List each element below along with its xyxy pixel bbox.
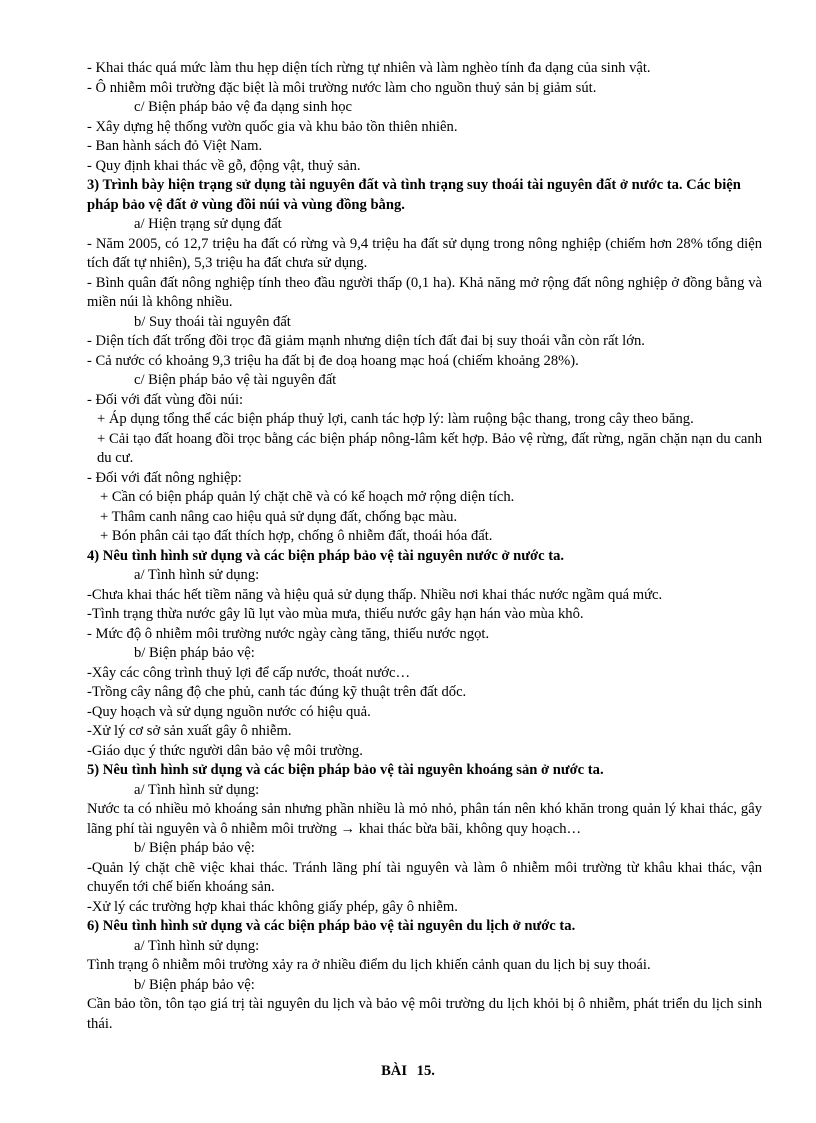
- subsection-heading: b/ Biện pháp bảo vệ:: [134, 645, 255, 661]
- text-line: -Chưa khai thác hết tiềm năng và hiệu quả sử dụng thấp. Nhiều nơi khai thác nước ngầm quá mức.: [87, 586, 663, 603]
- paragraph: Cần bảo tồn, tôn tạo giá trị tài nguyên du lịch và bảo vệ môi trường du lịch khỏi bị ô nhiễm, phát triển du lịch sinh thái.: [87, 996, 762, 1032]
- text-line: - Đối với đất vùng đồi núi:: [87, 391, 244, 408]
- text-line: Tình trạng ô nhiễm môi trường xảy ra ở nhiều điểm du lịch khiến cảnh quan du lịch bị suy thoái.: [87, 957, 651, 973]
- text-line: + Cần có biện pháp quản lý chặt chẽ và có kế hoạch mở rộng diện tích.: [100, 489, 515, 505]
- text-line: - Diện tích đất trống đồi trọc đã giảm mạnh nhưng diện tích đất đai bị suy thoái vẫn còn rất lớn.: [87, 333, 645, 349]
- subsection-heading: c/ Biện pháp bảo vệ tài nguyên đất: [134, 372, 337, 388]
- text-line: -Quy hoạch và sử dụng nguồn nước có hiệu quả.: [87, 703, 371, 720]
- text-line: -Tình trạng thừa nước gây lũ lụt vào mùa mưa, thiếu nước gây hạn hán vào mùa khô.: [87, 606, 584, 622]
- text-line: -Xử lý cơ sở sản xuất gây ô nhiễm.: [87, 723, 292, 739]
- text-line: + Bón phân cải tạo đất thích hợp, chống ô nhiễm đất, thoái hóa đất.: [100, 528, 493, 544]
- subsection-heading: a/ Tình hình sử dụng:: [134, 567, 260, 583]
- subsection-heading: b/ Biện pháp bảo vệ:: [134, 976, 255, 993]
- subsection-heading: a/ Hiện trạng sử dụng đất: [134, 216, 282, 232]
- text-line: - Xây dựng hệ thống vườn quốc gia và khu bảo tồn thiên nhiên.: [87, 118, 458, 135]
- text-line: -Xử lý các trường hợp khai thác không giấy phép, gây ô nhiễm.: [87, 898, 458, 915]
- paragraph: -Quản lý chặt chẽ việc khai thác. Tránh lãng phí tài nguyên và làm ô nhiễm môi trường từ khâu khai thác, vận chuyển tới chế biến khoáng sản.: [87, 859, 762, 895]
- subsection-heading: b/ Biện pháp bảo vệ:: [134, 840, 255, 856]
- lesson-title: BÀI 15.: [381, 1063, 435, 1079]
- subsection-heading: c/ Biện pháp bảo vệ đa dạng sinh học: [134, 99, 353, 115]
- subsection-heading: a/ Tình hình sử dụng:: [134, 781, 260, 798]
- text-line: -Giáo dục ý thức người dân bảo vệ môi trường.: [87, 742, 363, 759]
- paragraph: Nước ta có nhiều mỏ khoáng sản nhưng phần nhiều là mỏ nhỏ, phân tán nên khó khăn trong quản lý khai thác, gây lãng phí tài nguyên và ô nhiễm môi trường → khai thác bừa bãi, không quy hoạch…: [87, 801, 762, 837]
- text-line: - Khai thác quá mức làm thu hẹp diện tích rừng tự nhiên và làm nghèo tính đa dạng của sinh vật.: [87, 60, 651, 76]
- section-heading: 3) Trình bày hiện trạng sử dụng tài nguyên đất và tình trạng suy thoái tài nguyên đất ở nước ta. Các biện pháp bảo vệ đất ở vùng đồi núi và vùng đồng bằng.: [87, 177, 741, 213]
- document-body: [87, 59, 762, 1034]
- paragraph: - Bình quân đất nông nghiệp tính theo đầu người thấp (0,1 ha). Khả năng mở rộng đất nông nghiệp ở đồng bằng và miền núi là không nhiều.: [87, 274, 762, 310]
- text-line: - Ô nhiễm môi trường đặc biệt là môi trường nước làm cho nguồn thuỷ sản bị giảm sút.: [87, 79, 597, 96]
- text-line: - Mức độ ô nhiễm môi trường nước ngày càng tăng, thiếu nước ngọt.: [87, 625, 490, 642]
- text-line: -Xây các công trình thuỷ lợi để cấp nước, thoát nước…: [87, 664, 411, 681]
- paragraph: + Cải tạo đất hoang đồi trọc bằng các biện pháp nông-lâm kết hợp. Bảo vệ rừng, đất rừng, ngăn chặn nạn du canh du cư.: [97, 430, 762, 466]
- text-line: + Áp dụng tổng thể các biện pháp thuỷ lợi, canh tác hợp lý: làm ruộng bậc thang, trong cây theo băng.: [97, 411, 694, 427]
- text-line: -Trồng cây nâng độ che phủ, canh tác đúng kỹ thuật trên đất dốc.: [87, 684, 467, 700]
- text-line: - Ban hành sách đỏ Việt Nam.: [87, 138, 263, 154]
- section-heading: 4) Nêu tình hình sử dụng và các biện pháp bảo vệ tài nguyên nước ở nước ta.: [87, 547, 565, 564]
- text-line: - Cả nước có khoảng 9,3 triệu ha đất bị đe doạ hoang mạc hoá (chiếm khoảng 28%).: [87, 352, 579, 369]
- section-heading: 6) Nêu tình hình sử dụng và các biện pháp bảo vệ tài nguyên du lịch ở nước ta.: [87, 918, 576, 934]
- text-line: - Đối với đất nông nghiệp:: [87, 469, 242, 486]
- paragraph: - Năm 2005, có 12,7 triệu ha đất có rừng và 9,4 triệu ha đất sử dụng trong nông nghiệp (chiếm hơn 28% tổng diện tích đất tự nhiên), 5,3 triệu ha đất chưa sử dụng.: [87, 235, 762, 271]
- subsection-heading: a/ Tình hình sử dụng:: [134, 937, 260, 954]
- text-line: + Thâm canh nâng cao hiệu quả sử dụng đất, chống bạc màu.: [100, 508, 458, 525]
- section-heading: 5) Nêu tình hình sử dụng và các biện pháp bảo vệ tài nguyên khoáng sản ở nước ta.: [87, 762, 604, 778]
- subsection-heading: b/ Suy thoái tài nguyên đất: [134, 313, 291, 330]
- text-line: - Quy định khai thác về gỗ, động vật, thuỷ sản.: [87, 157, 361, 174]
